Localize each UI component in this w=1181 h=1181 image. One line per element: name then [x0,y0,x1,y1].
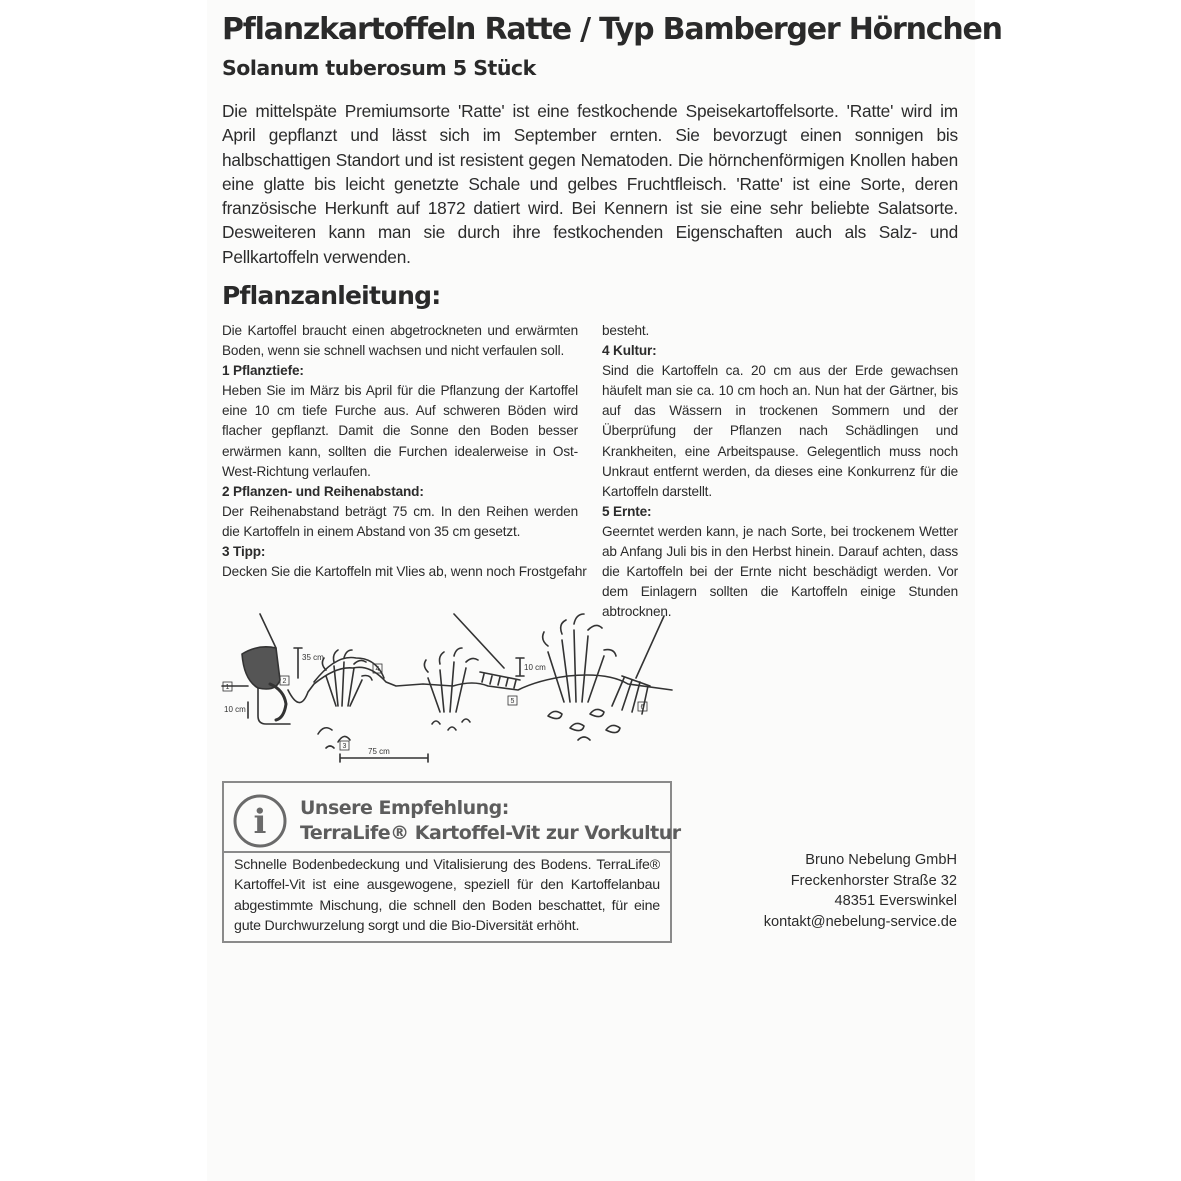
step-5-heading: 5 Ernte: [602,503,652,519]
instructions-lead: Die Kartoffel braucht einen abgetrockneten und erwärmten Boden, wenn sie schnell wachsen und nicht verfaulen soll. [222,323,578,359]
recommendation-title-line1: Unsere Empfehlung: [300,797,509,819]
marker-1: 1 [225,684,230,691]
marker-6: 6 [640,704,645,711]
step-4-text: Sind die Kartoffeln ca. 20 cm aus der Erde gewachsen häufelt man sie ca. 10 cm hoch an. Nun hat der Gärtner, bis auf das Wässern in trockenen Sommern und der Überprüfung der Pflanzen nach Schädlingen und Krankheiten, eine Arbeitspause. Gelegentlich muss noch Unkraut entfernt werden, da dieses eine Konkurrenz für die Kartoffeln darstellt. [602,363,958,499]
page-title: Pflanzkartoffeln Ratte / Typ Bamberger Hörnchen [222,12,1002,47]
marker-2: 2 [282,678,287,685]
marker-5: 5 [510,698,515,705]
step-4-heading: 4 Kultur: [602,343,657,359]
spade-foot [270,684,286,720]
plant-left-stems [326,662,362,706]
company-city: 48351 Everswinkel [834,893,957,910]
harvest-plant-stems [548,630,604,702]
dimension-10cm-hill [516,658,524,676]
instructions-column-left [222,321,587,582]
rake-handle [454,614,504,668]
step-3-heading: 3 Tipp: [222,544,266,560]
step-1-heading: 1 Pflanztiefe: [222,363,304,379]
marker-4: 4 [375,666,380,673]
label-10cm-hill: 10 cm [524,663,546,672]
step-1-text: Heben Sie im März bis April für die Pflanzung der Kartoffel eine 10 cm tiefe Furche aus. Auf schweren Böden wird flacher gepflanzt. Damit die Sonne den Boden besser erwärmen kann, sollten die Furchen idealerweise in Ost-West-Richtung verlaufen. [222,383,578,479]
company-address [764,850,957,932]
soil-line [222,667,672,702]
recommendation-divider [224,851,670,853]
company-street: Freckenhorster Straße 32 [790,872,957,889]
spade-handle [260,614,276,648]
dimension-35cm [294,648,302,678]
recommendation-text: Schnelle Bodenbedeckung und Vitalisierung des Bodens. TerraLife® Kartoffel-Vit ist eine ausgewogene, speziell für den Kartoffelanbau abgestimmte Mischung, die schnell den Boden beschattet, für eine gute Durchwurzelung sorgt und die Bio-Diversität erhöht. [234,857,660,934]
info-icon [232,793,288,849]
spade-blade [242,647,280,689]
company-name: Bruno Nebelung GmbH [805,852,957,868]
harvest-plant-leaves [543,614,616,656]
harvest-tubers [548,709,620,740]
planting-illustration [218,606,676,768]
step-2-text: Der Reihenabstand beträgt 75 cm. In den Reihen werden die Kartoffeln in einem Abstand von 35 cm gesetzt. [222,503,578,539]
hill-left [314,658,384,683]
label-10cm-furrow: 10 cm [224,705,246,714]
instructions-column-right [602,321,958,622]
intro-paragraph: Die mittelspäte Premiumsorte 'Ratte' ist eine festkochende Speisekartoffelsorte. 'Ratte' wird im April gepflanzt und lässt sich im September ernten. Sie bevorzugt einen sonnigen bis halbschattigen Standort und ist resistent gegen Nematoden. Die hörnchenförmigen Knollen haben eine glatte bis leicht genetzte Schale und gelbes Fruchtfleisch. 'Ratte' ist eine Sorte, deren französische Herkunft auf 1872 datiert wird. Bei Kennern ist sie eine sehr beliebte Salatsorte. Desweiteren kann man sie durch ihre festkochenden Eigenschaften auch als Salz- und Pellkartoffeln verwenden. [222,101,958,267]
recommendation-title [300,796,681,846]
plant-middle-leaves [424,648,478,672]
step-2-heading: 2 Pflanzen- und Reihenabstand: [222,483,424,499]
step-5-text: Geerntet werden kann, je nach Sorte, bei trockenem Wetter ab Anfang Juli bis in den Herbst hinein. Darauf achten, dass die Kartoffeln bei der Ernte nicht beschädigt werden. Vor dem Einlagern sollten die Kartoffeln einige Stunden abtrocknen. [602,523,958,620]
label-75cm: 75 cm [368,747,390,756]
step-3-text: Decken Sie die Kartoffeln mit Vlies ab, wenn noch Frostgefahr [222,564,587,580]
company-email: kontakt@nebelung-service.de [763,913,957,930]
tubers-middle [432,719,470,730]
instructions-heading: Pflanzanleitung: [222,281,441,310]
page-subtitle: Solanum tuberosum 5 Stück [222,56,536,80]
recommendation-box [222,781,681,943]
step-3-text-continued: besteht. [602,323,650,338]
label-35cm: 35 cm [302,653,324,662]
fork-handle [636,616,664,678]
info-icon-glyph: i [253,802,267,842]
marker-3: 3 [342,743,347,750]
recommendation-title-line2: TerraLife® Kartoffel-Vit zur Vorkultur [300,822,681,844]
plant-middle-stems [428,662,466,712]
